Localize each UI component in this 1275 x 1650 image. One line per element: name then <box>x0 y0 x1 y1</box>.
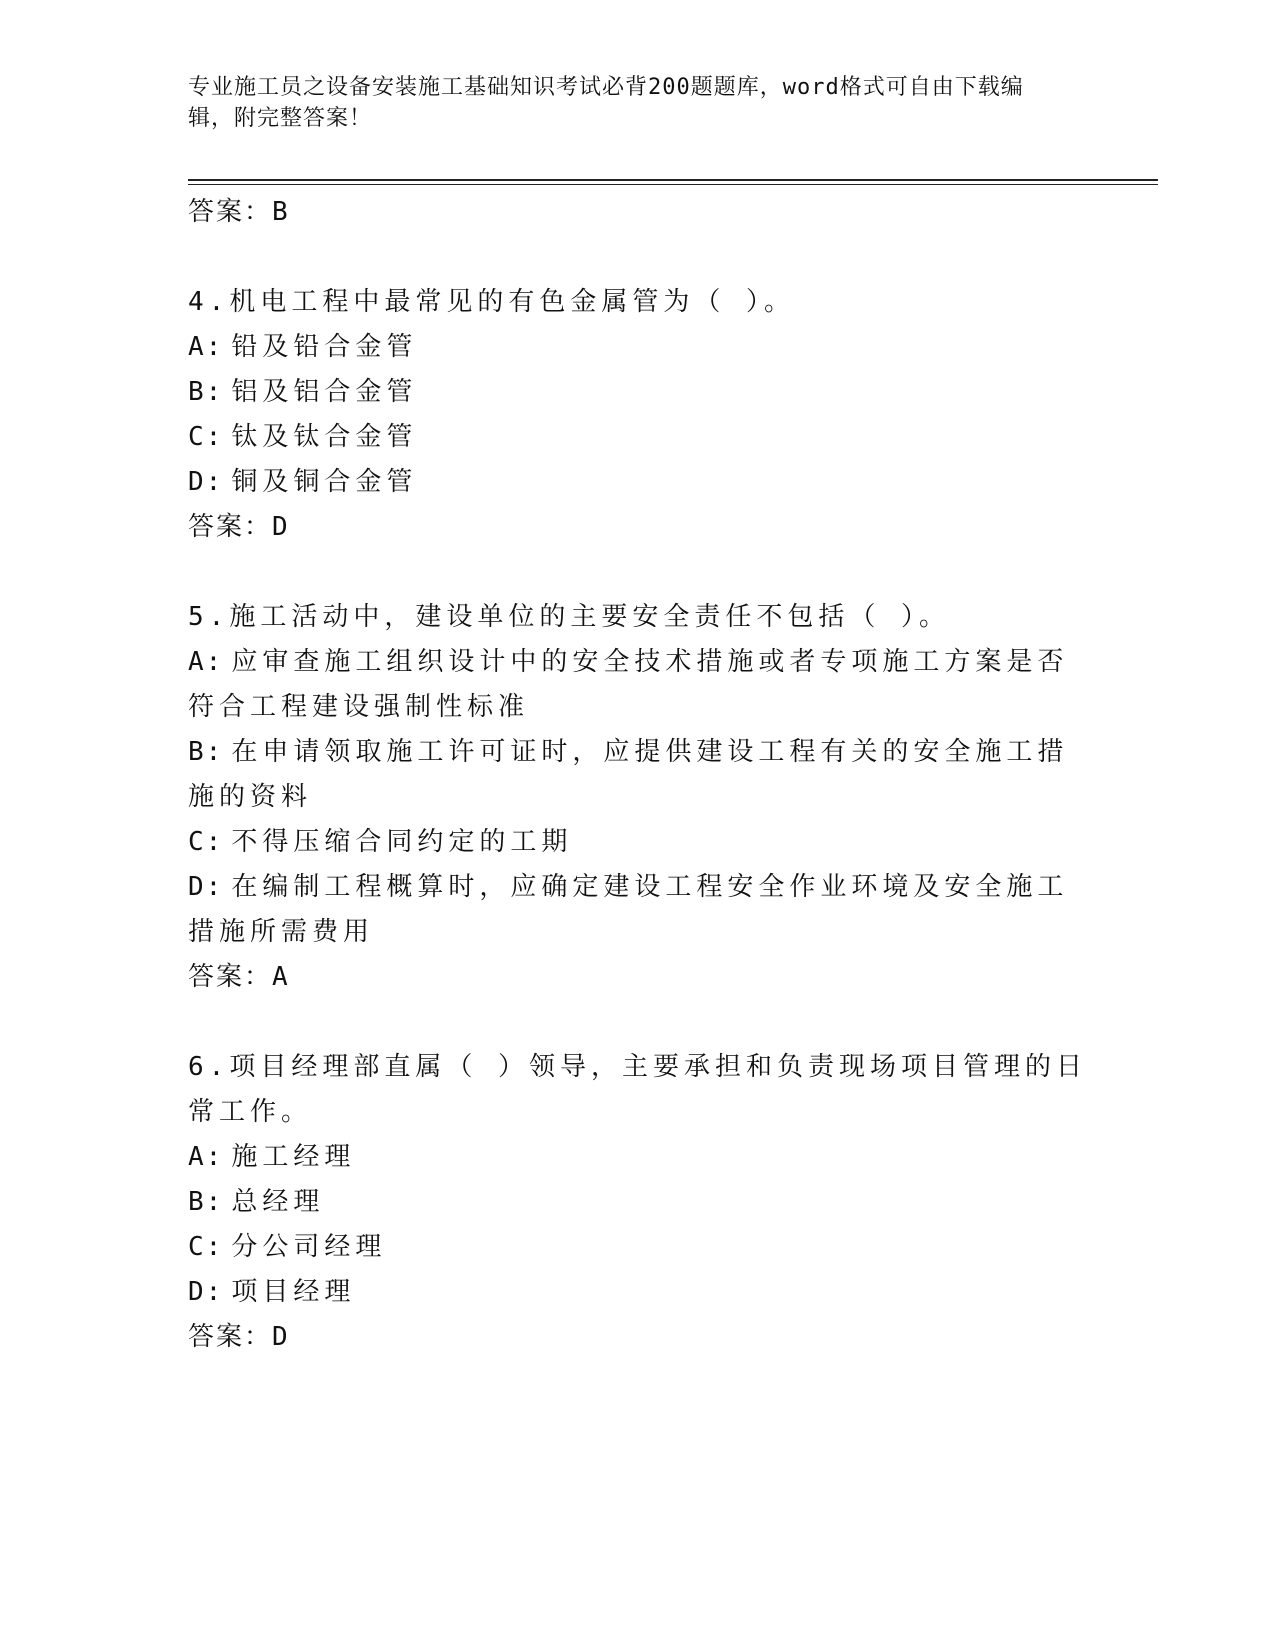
question-answer <box>188 505 1088 549</box>
option-a <box>188 325 1088 370</box>
option-c <box>188 1225 1088 1270</box>
document-title: 专业施工员之设备安装施工基础知识考试必背200题题库，word格式可自由下载编辑，附完整答案！ <box>188 75 1024 131</box>
option-text: 铜及铜合金管 <box>231 467 418 497</box>
option-key: B: <box>188 737 224 767</box>
option-text: 在编制工程概算时，应确定建设工程安全作业环境及安全施工措施所需费用 <box>188 872 1069 947</box>
question-text: 施工活动中，建设单位的主要安全责任不包括（ ）。 <box>229 602 950 632</box>
question-text: 机电工程中最常见的有色金属管为（ ）。 <box>229 287 795 317</box>
option-key: A: <box>188 332 224 362</box>
option-text: 在申请领取施工许可证时，应提供建设工程有关的安全施工措施的资料 <box>188 737 1069 812</box>
question-number: 6. <box>188 1052 230 1082</box>
question-6 <box>188 1045 1088 1359</box>
answer-value: B <box>272 197 290 227</box>
option-b <box>188 730 1088 820</box>
answer-value: D <box>272 1322 290 1352</box>
question-5 <box>188 595 1088 999</box>
option-text: 铝及铝合金管 <box>231 377 418 407</box>
option-key: A: <box>188 1142 224 1172</box>
option-text: 施工经理 <box>231 1142 356 1172</box>
option-key: C: <box>188 1232 224 1262</box>
question-title <box>188 595 1088 640</box>
answer-value: A <box>272 962 290 992</box>
previous-answer <box>188 190 1088 234</box>
question-number: 4. <box>188 287 230 317</box>
option-text: 铅及铅合金管 <box>231 332 418 362</box>
question-answer <box>188 955 1088 999</box>
answer-value: D <box>272 512 290 542</box>
header-divider-thick <box>188 179 1158 181</box>
option-text: 项目经理 <box>231 1277 356 1307</box>
document-header <box>188 72 1068 134</box>
question-4 <box>188 280 1088 549</box>
option-c <box>188 820 1088 865</box>
option-d <box>188 1270 1088 1315</box>
option-a <box>188 1135 1088 1180</box>
answer-label: 答案： <box>188 962 273 992</box>
option-text: 钛及钛合金管 <box>231 422 418 452</box>
question-title <box>188 280 1088 325</box>
question-text: 项目经理部直属（ ）领导，主要承担和负责现场项目管理的日常工作。 <box>188 1052 1087 1127</box>
answer-label: 答案： <box>188 512 273 542</box>
option-d <box>188 865 1088 955</box>
header-divider-thin <box>188 184 1158 185</box>
question-number: 5. <box>188 602 230 632</box>
option-b <box>188 1180 1088 1225</box>
option-key: D: <box>188 1277 224 1307</box>
option-key: B: <box>188 1187 224 1217</box>
option-key: D: <box>188 467 224 497</box>
question-list <box>188 190 1088 1359</box>
answer-label: 答案： <box>188 1322 273 1352</box>
option-key: C: <box>188 827 224 857</box>
option-key: A: <box>188 647 224 677</box>
option-key: C: <box>188 422 224 452</box>
option-key: D: <box>188 872 224 902</box>
question-answer <box>188 1315 1088 1359</box>
option-text: 应审查施工组织设计中的安全技术措施或者专项施工方案是否符合工程建设强制性标准 <box>188 647 1069 722</box>
option-key: B: <box>188 377 224 407</box>
option-text: 分公司经理 <box>231 1232 387 1262</box>
option-a <box>188 640 1088 730</box>
option-c <box>188 415 1088 460</box>
option-text: 总经理 <box>231 1187 325 1217</box>
option-d <box>188 460 1088 505</box>
option-b <box>188 370 1088 415</box>
answer-label: 答案： <box>188 197 273 227</box>
option-text: 不得压缩合同约定的工期 <box>231 827 573 857</box>
question-title <box>188 1045 1088 1135</box>
